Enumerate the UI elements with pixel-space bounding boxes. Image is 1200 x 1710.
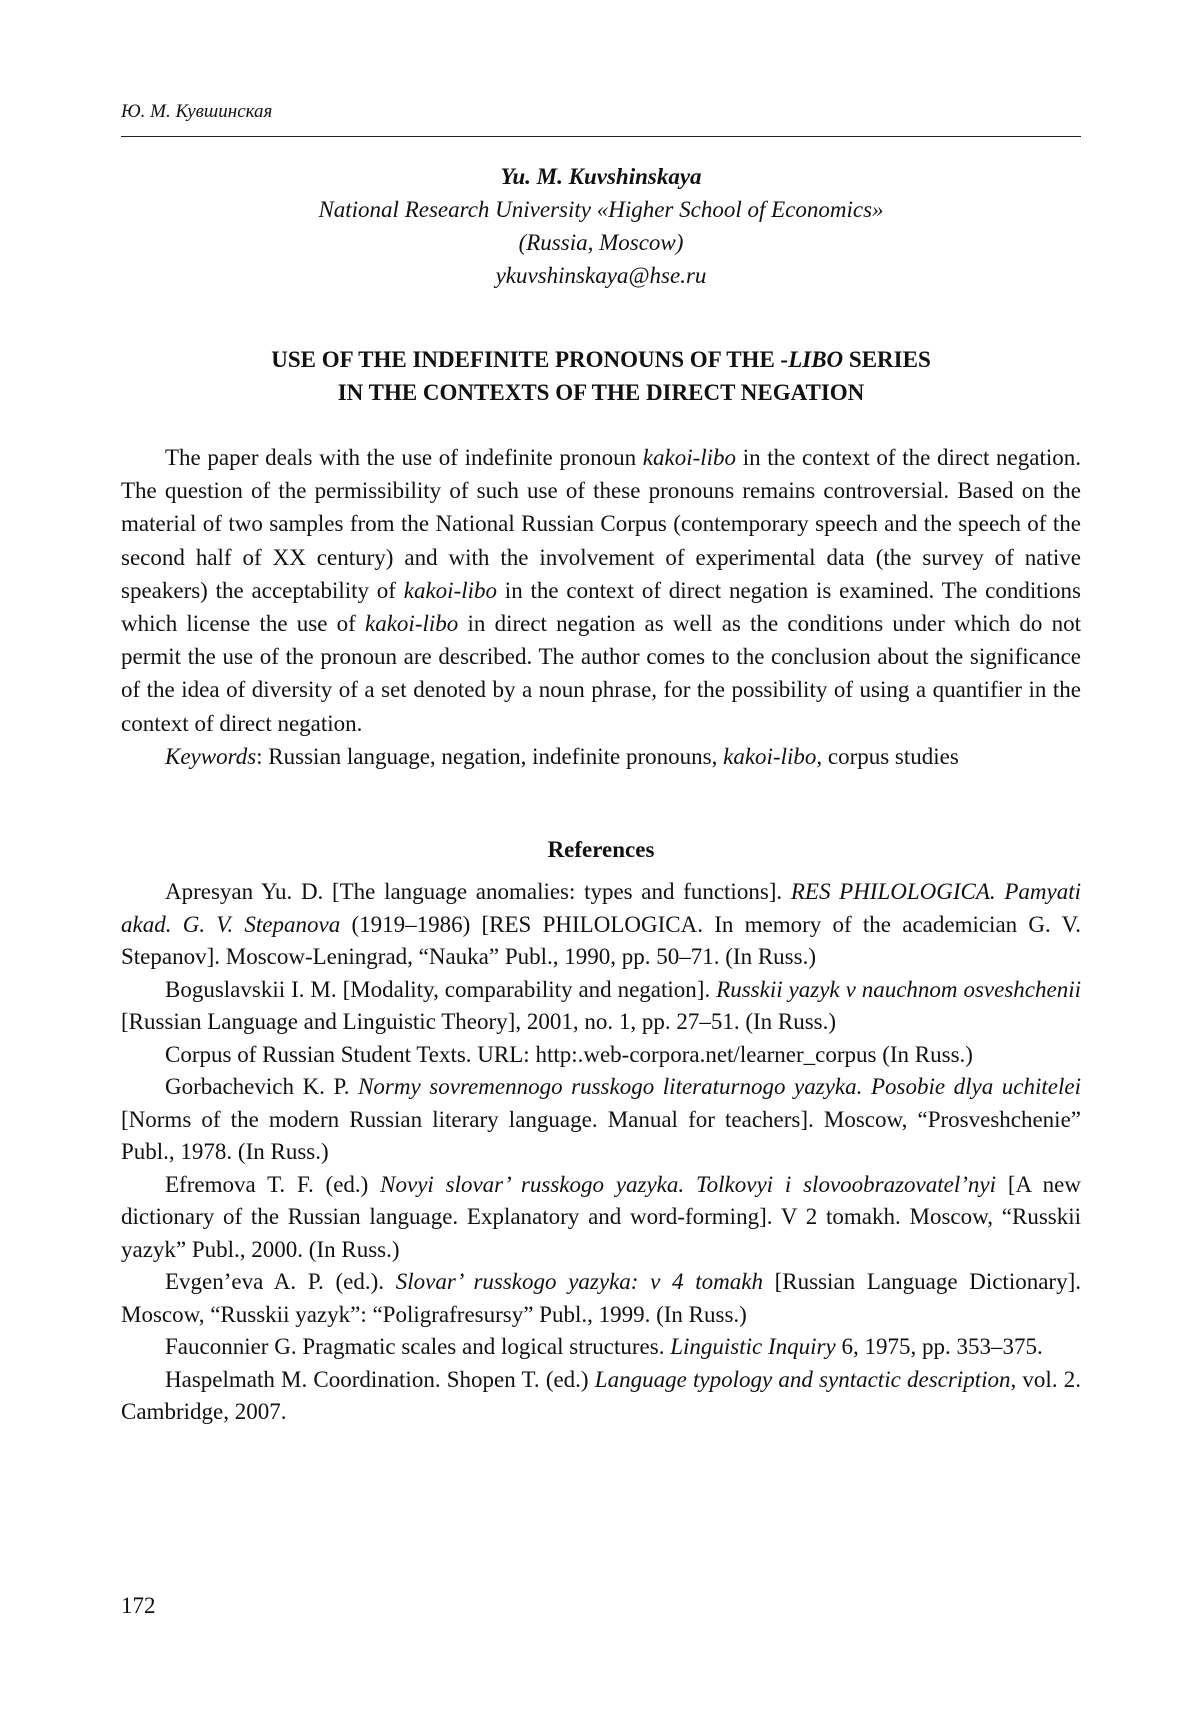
references-heading: References [547, 837, 655, 862]
reference-text: Boguslavskii I. M. [Modality, comparability and negation]. [165, 976, 717, 1002]
reference-italic: Language typology and syntactic description [594, 1366, 1011, 1392]
author-block [121, 160, 1081, 292]
article-title [121, 343, 1081, 409]
reference-text: Haspelmath M. Coordination. Shopen T. (ed.) [165, 1366, 595, 1392]
page-number: 172 [121, 1593, 156, 1618]
reference-text: [A new dictionary of the Russian language. Explanatory and word-forming]. V 2 tomakh. Moscow, “Russkii yazyk” Publ., 2000. (In Russ.) [121, 1171, 1081, 1262]
abstract-text: in the context of the direct negation. The question of the permissibility of such use of these pronouns remains controversial. Based on the material of two samples from the National Russian Corpus (contemporary speech and the speech of the second half of XX century) and with the involvement of experimental data (the survey of native speakers) the acceptability of [121, 445, 1082, 603]
reference-text: Evgen’eva A. P. (ed.). [165, 1269, 396, 1294]
keywords-text: Russian language, negation, indefinite pronouns, [262, 743, 724, 769]
reference-text: , vol. 2. Cambridge, 2007. [121, 1366, 1082, 1424]
author-name: Yu. M. Kuvshinskaya [500, 164, 702, 189]
keywords-italic: kakoi-libo [723, 743, 817, 769]
abstract-italic: kakoi-libo [365, 611, 459, 637]
reference-text: Fauconnier G. Pragmatic scales and logical structures. [165, 1334, 671, 1359]
reference-italic: Russkii yazyk v nauchnom osveshchenii [716, 976, 1081, 1002]
running-head: Ю. М. Кувшинская [121, 101, 273, 122]
references-list [121, 876, 1081, 1429]
keywords-label: Keywords [165, 743, 257, 769]
reference-italic: Novyi slovar’ russkogo yazyka. Tolkovyi i slovoobrazovatel’nyi [380, 1171, 997, 1197]
title-text: SERIES [843, 347, 931, 372]
reference-text: [Russian Language Dictionary]. Moscow, “Russkii yazyk”: “Poligrafresursy” Publ., 1999. (In Russ.) [121, 1269, 1081, 1327]
abstract-paragraph [121, 441, 1081, 740]
title-text: USE OF THE INDEFINITE PRONOUNS OF THE [271, 347, 781, 372]
author-affiliation: National Research University «Higher School of Economics» [318, 197, 884, 222]
reference-italic: Normy sovremennogo russkogo literaturnogo yazyka. Posobie dlya uchitelei [358, 1074, 1081, 1099]
reference-item [121, 876, 1081, 974]
title-line-2: IN THE CONTEXTS OF THE DIRECT NEGATION [337, 380, 865, 405]
keywords-paragraph [121, 740, 1081, 773]
reference-item [121, 1331, 1081, 1364]
reference-text: Efremova T. F. (ed.) [165, 1171, 381, 1197]
reference-text: Gorbachevich K. P. [165, 1074, 359, 1099]
reference-text: [Norms of the modern Russian literary language. Manual for teachers]. Moscow, “Prosveshchenie” Publ., 1978. (In Russ.) [121, 1106, 1081, 1164]
reference-item [121, 974, 1081, 1039]
reference-italic: Slovar’ russkogo yazyka: v 4 tomakh [395, 1269, 763, 1294]
abstract-italic: kakoi-libo [403, 577, 498, 603]
reference-italic: RES PHILOLOGICA. Pamyati akad. G. V. Stepanova [121, 879, 1082, 937]
reference-text: Corpus of Russian Student Texts. URL: http:.web-corpora.net/learner_corpus (In Russ.) [165, 1041, 973, 1067]
author-location: (Russia, Moscow) [518, 230, 684, 255]
abstract-italic: kakoi-libo [642, 445, 737, 470]
abstract-text: in direct negation as well as the conditions under which do not permit the use of the pronoun are described. The author comes to the conclusion about the significance of the idea of diversity of a set denoted by a noun phrase, for the possibility of using a quantifier in the context of direct negation. [121, 611, 1081, 736]
title-line-1 [121, 343, 1081, 376]
reference-text: 6, 1975, pp. 353–375. [835, 1334, 1043, 1359]
reference-item [121, 1364, 1081, 1429]
reference-text: [Russian Language and Linguistic Theory], 2001, no. 1, pp. 27–51. (In Russ.) [121, 1009, 837, 1034]
reference-text: Apresyan Yu. D. [The language anomalies: types and functions]. [165, 879, 791, 904]
reference-text: (1919–1986) [RES PHILOLOGICA. In memory of the academician G. V. Stepanov]. Moscow-Leningrad, “Nauka” Publ., 1990, pp. 50–71. (In Russ.) [121, 911, 1081, 969]
keywords-colon: : [256, 743, 263, 769]
header-rule [121, 136, 1081, 137]
reference-italic: Linguistic Inquiry [670, 1334, 836, 1359]
reference-item [121, 1039, 1081, 1072]
author-email[interactable]: ykuvshinskaya@hse.ru [495, 263, 707, 288]
title-italic-text: -LIBO [780, 347, 844, 372]
reference-item [121, 1071, 1081, 1169]
reference-item [121, 1169, 1081, 1267]
abstract [121, 441, 1081, 773]
reference-item [121, 1266, 1081, 1331]
keywords-text: , corpus studies [816, 743, 959, 769]
abstract-text: The paper deals with the use of indefinite pronoun [165, 445, 643, 470]
abstract-text: in the context of direct negation is examined. The conditions which license the use of [121, 577, 1081, 637]
